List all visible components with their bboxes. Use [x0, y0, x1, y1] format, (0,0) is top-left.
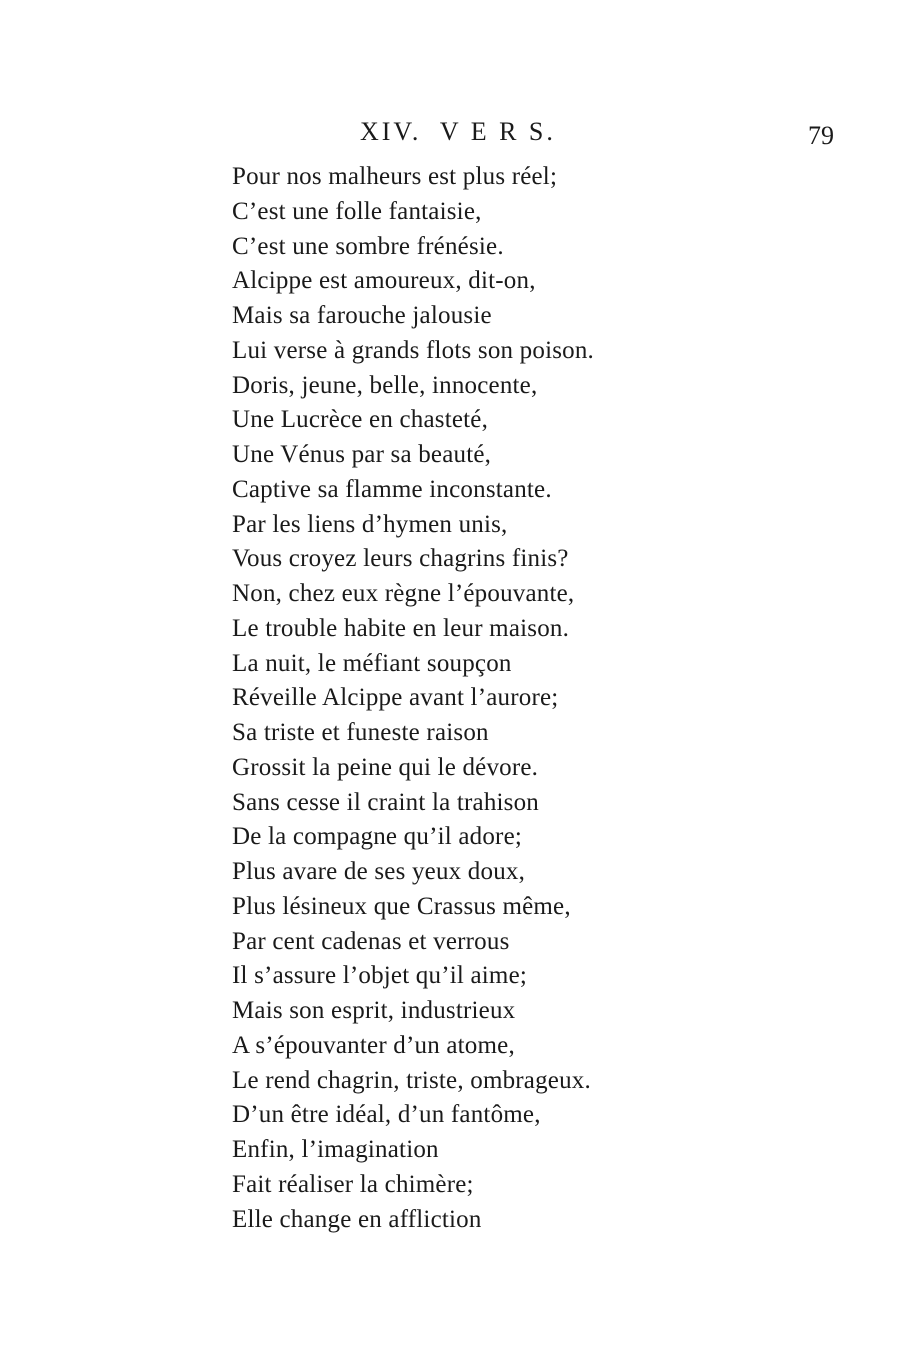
verse-line: Le trouble habite en leur maison. [232, 614, 570, 642]
verse-line: Le rend chagrin, triste, ombrageux. [232, 1066, 591, 1094]
verse-line: Non, chez eux règne l’épouvante, [232, 580, 575, 607]
verse-line: C’est une sombre frénésie. [232, 232, 504, 260]
verse-line: Réveille Alcippe avant l’aurore; [232, 684, 559, 712]
verse-line: Doris, jeune, belle, innocente, [232, 371, 538, 399]
verse-line: La nuit, le méfiant soupçon [232, 649, 512, 677]
verse-line: Plus avare de ses yeux doux, [232, 858, 526, 885]
verse-line: Elle change en affliction [232, 1205, 482, 1233]
verse-line: Enfin, l’imagination [232, 1136, 439, 1163]
verse-line: Sans cesse il craint la trahison [232, 788, 540, 816]
verse-line: A s’épouvanter d’un atome, [232, 1031, 515, 1059]
verse-line: Lui verse à grands flots son poison. [232, 336, 595, 364]
verse-line: Par les liens d’hymen unis, [232, 510, 508, 538]
verse-line: C’est une folle fantaisie, [232, 197, 482, 225]
poem-text [232, 160, 594, 1237]
verse-line: D’un être idéal, d’un fantôme, [232, 1101, 541, 1129]
verse-line: Fait réaliser la chimère; [232, 1170, 474, 1198]
page-number: 79 [808, 121, 834, 150]
verse-line: Grossit la peine qui le dévore. [232, 753, 539, 781]
verse-line: Une Vénus par sa beauté, [232, 441, 492, 468]
verse-line: Alcippe est amoureux, dit-on, [232, 267, 536, 295]
verse-line: Par cent cadenas et verrous [232, 927, 510, 955]
verse-line: Mais sa farouche jalousie [232, 302, 492, 329]
verse-line: Plus lésineux que Crassus même, [232, 892, 571, 920]
verse-line: Captive sa flamme inconstante. [232, 475, 552, 503]
verse-line: De la compagne qu’il adore; [232, 823, 523, 851]
verse-line: Une Lucrèce en chasteté, [232, 406, 489, 434]
verse-line: Vous croyez leurs chagrins finis? [232, 545, 569, 573]
verse-line: Il s’assure l’objet qu’il aime; [232, 962, 528, 990]
verse-line: Mais son esprit, industrieux [232, 997, 516, 1024]
running-head [0, 112, 900, 152]
verse-line: Sa triste et funeste raison [232, 719, 489, 746]
section-title: XIV. V E R S. [360, 117, 556, 146]
verse-line: Pour nos malheurs est plus réel; [232, 163, 558, 190]
